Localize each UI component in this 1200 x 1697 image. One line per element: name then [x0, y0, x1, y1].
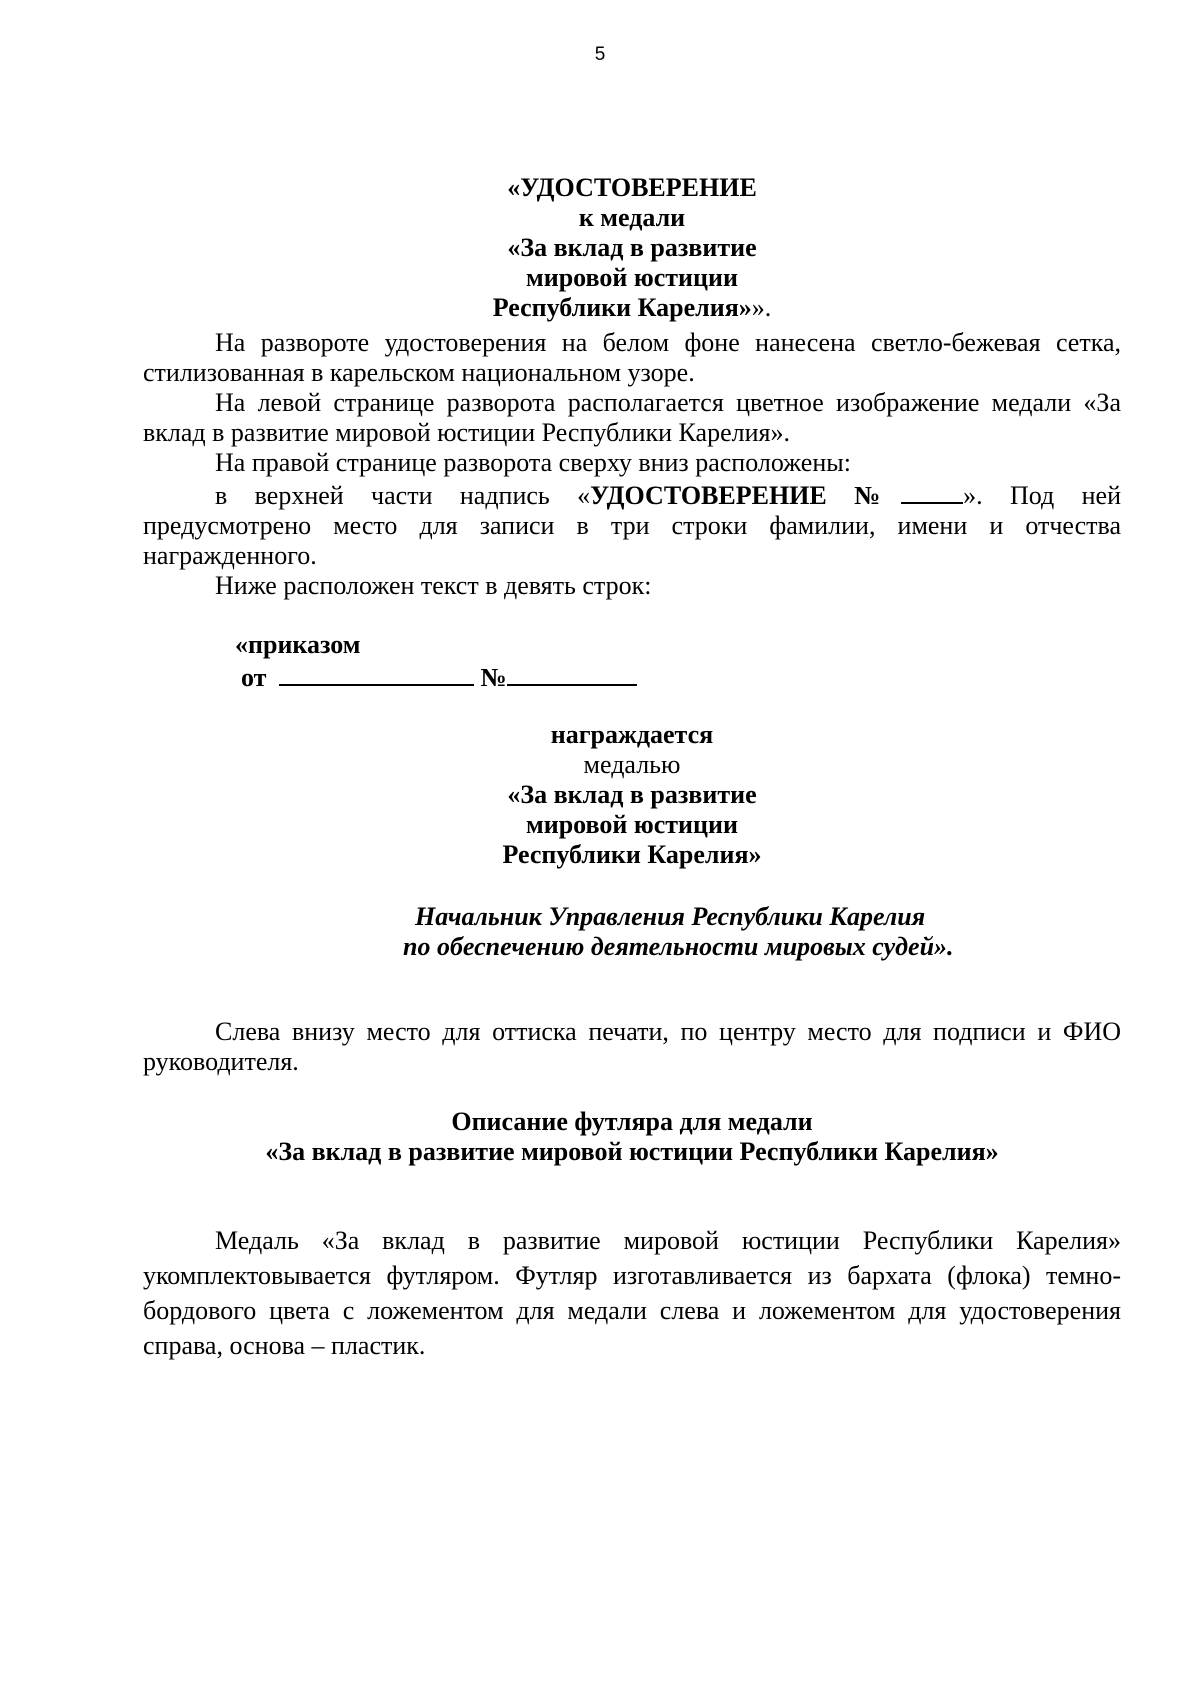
- paragraph-line: На развороте удостоверения на белом фоне нанесена светло-бежевая сетка,: [215, 328, 1121, 357]
- order-number-blank: [507, 660, 637, 686]
- description-body: [143, 328, 1121, 601]
- signer-line: Начальник Управления Республики Карелия: [415, 902, 926, 931]
- certificate-order: [235, 630, 835, 693]
- order-line: «приказом: [235, 630, 361, 659]
- award-line: награждается: [550, 720, 714, 749]
- paragraph-line: укомплектовывается футляром. Футляр изготавливается из бархата (флока) темно-: [143, 1261, 1121, 1290]
- paragraph-line: предусмотрено место для записи в три строки фамилии, имени и отчества: [143, 511, 1121, 540]
- number-blank: [901, 478, 963, 504]
- signer-line: по обеспечению деятельности мировых судей».: [403, 932, 954, 961]
- award-line: Республики Карелия»: [502, 840, 762, 869]
- paragraph-line: в верхней части надпись «УДОСТОВЕРЕНИЕ № ». Под ней: [143, 478, 1121, 511]
- certificate-signer: [403, 902, 1035, 962]
- title-line: «УДОСТОВЕРЕНИЕ: [507, 173, 757, 202]
- certificate-award: [143, 720, 1121, 870]
- case-heading: [143, 1107, 1121, 1167]
- paragraph-line: На левой странице разворота располагается цветное изображение медали «За: [215, 388, 1121, 417]
- paragraph-line: Медаль «За вклад в развитие мировой юстиции Республики Карелия»: [215, 1226, 1121, 1255]
- award-line: «За вклад в развитие: [507, 780, 757, 809]
- page-number: 5: [594, 44, 606, 65]
- award-line: медалью: [583, 750, 681, 779]
- seal-paragraph: [143, 1017, 1121, 1077]
- title-line: «За вклад в развитие: [507, 233, 757, 262]
- paragraph-line: стилизованная в карельском национальном узоре.: [143, 358, 695, 387]
- paragraph-line: вклад в развитие мировой юстиции Республики Карелия».: [143, 418, 790, 447]
- paragraph-line: Ниже расположен текст в девять строк:: [215, 571, 652, 600]
- document-title: [143, 173, 1121, 323]
- award-line: мировой юстиции: [526, 810, 738, 839]
- paragraph-line: бордового цвета с ложементом для медали слева и ложементом для удостоверения: [143, 1296, 1121, 1325]
- heading-line: «За вклад в развитие мировой юстиции Республики Карелия»: [265, 1137, 999, 1166]
- paragraph-line: руководителя.: [143, 1047, 299, 1076]
- paragraph-line: На правой странице разворота сверху вниз расположены:: [215, 448, 851, 477]
- date-blank: [279, 660, 474, 686]
- title-line: Республики Карелия»».: [492, 293, 772, 322]
- paragraph-line: Слева внизу место для оттиска печати, по центру место для подписи и ФИО: [215, 1017, 1121, 1046]
- order-date-line: от №: [235, 660, 835, 693]
- paragraph-line: награжденного.: [143, 541, 317, 570]
- paragraph-line: справа, основа – пластик.: [143, 1331, 426, 1360]
- title-line: к медали: [578, 203, 686, 232]
- case-paragraph: [143, 1223, 1121, 1363]
- heading-line: Описание футляра для медали: [451, 1107, 813, 1136]
- title-line: мировой юстиции: [526, 263, 738, 292]
